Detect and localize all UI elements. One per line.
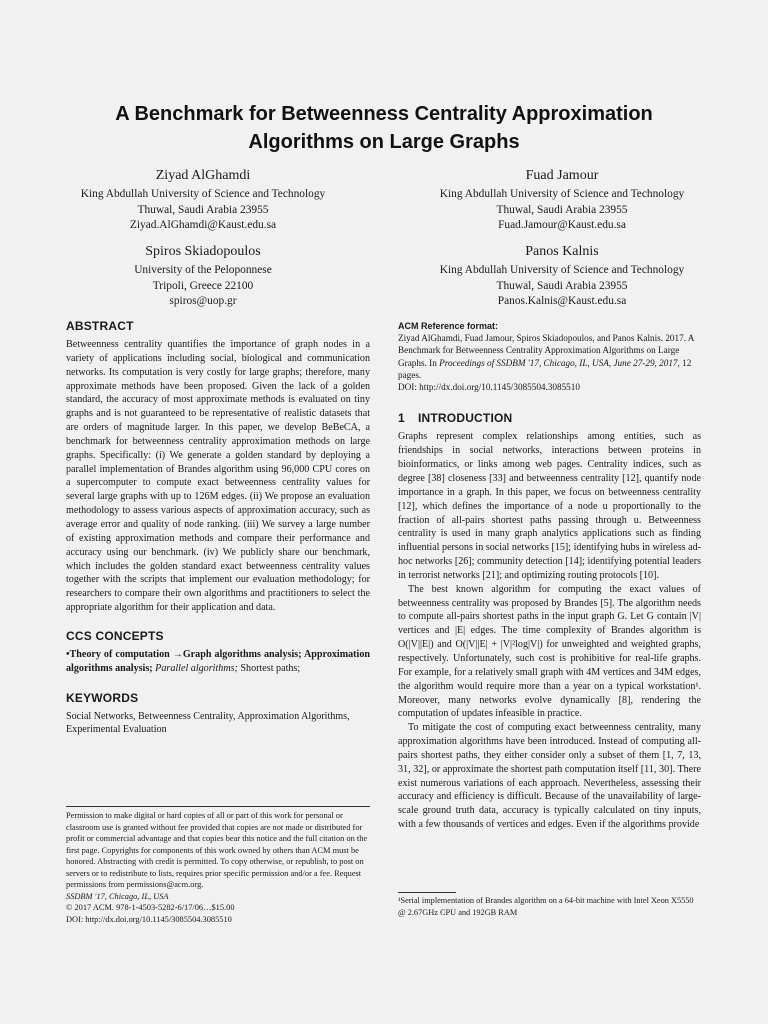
ccs-italic: Parallel algorithms;	[152, 662, 238, 674]
right-column	[398, 320, 701, 832]
author-affiliation: King Abdullah University of Science and Technology	[439, 264, 685, 276]
author-location: Tripoli, Greece 22100	[152, 279, 254, 292]
acm-ref-pages: 12 pages.	[398, 357, 692, 380]
author-block-2	[397, 166, 727, 234]
acm-ref-body	[398, 332, 701, 393]
intro-paragraph-3: To mitigate the cost of computing exact betweenness centrality, many approximation algorithms have been introduced. Instead of computing all-pairs shortest paths, they either consider only a subset of them [1, 7, 13, 31, 32], or approximate the shortest path computation itself [11, 30]. There exist numerous variations of each approach. Nevertheless, assessing their accuracy and efficiency is difficult. Because of the unavailability of large-scale ground truth data, accuracy is typically calculated on tiny inputs, with a few thousands of vertices and edges. Even if the algorithms provide	[398, 722, 701, 831]
intro-paragraph-1: Graphs represent complex relationships among entities, such as friendships in social networks, interactions between proteins in bioinformatics, or links among web pages. Centrality indices, such as degree [38] closeness [33] and betweenness centrality [12], quantify node importance in a graph. In this paper, we focus on betweenness centrality [12], which defines the importance of a node u proportionally to the fraction of all-pairs shortest paths passing through u. Betweenness centrality is used in many graph analytics applications such as finding influential persons in social networks [15]; identifying hubs in wireless ad-hoc networks [26]; community detection [14]; identifying potential leaders in terrorist networks [21]; and optimizing routing protocols [10].	[398, 431, 701, 581]
title-line-2: Algorithms on Large Graphs	[248, 131, 520, 153]
permission-divider	[66, 806, 370, 807]
author-block-4	[397, 242, 727, 310]
intro-heading	[398, 410, 701, 426]
keywords-text: Social Networks, Betweenness Centrality, Approximation Algorithms, Experimental Evaluation	[66, 710, 350, 736]
intro-paragraph-2: The best known algorithm for computing the exact values of betweenness centrality was proposed by Brandes [5]. The algorithm needs to compute all-pairs shortest paths in the input graph G. Let G contain |V| vertices and |E| edges. The time complexity of Brandes algorithm is O(|V||E|) and O(|V||E| + |V|²log|V|) for unweighted and weighted graphs, respectively. Unfortunately, such cost is prohibitive for real-life graphs. For example, for a relatively small graph with 4M vertices and 34M edges, the algorithm would require more than a year on a typical workstation¹. Moreover, many networks evolve dynamically [8], rendering the computation of updates infeasible in practice.	[398, 583, 701, 720]
ccs-heading: CCS CONCEPTS	[66, 628, 164, 643]
abstract-heading: ABSTRACT	[66, 319, 134, 333]
author-affiliation: King Abdullah University of Science and Technology	[439, 188, 685, 200]
section-title: INTRODUCTION	[418, 411, 513, 426]
permission-doi[interactable]: DOI: http://dx.doi.org/10.1145/3085504.3085510	[66, 914, 232, 924]
author-location: Thuwal, Saudi Arabia 23955	[496, 279, 628, 292]
author-block-3	[38, 242, 368, 310]
permission-block	[66, 810, 370, 925]
footnote-divider	[398, 892, 456, 893]
footnote: ¹Serial implementation of Brandes algorithm on a 64-bit machine with Intel Xeon X5550 @ 2.67GHz CPU and 192GB RAM	[398, 896, 694, 917]
author-name: Ziyad AlGhamdi	[155, 168, 251, 183]
author-affiliation: King Abdullah University of Science and Technology	[80, 188, 326, 200]
author-name: Spiros Skiadopoulos	[145, 244, 261, 259]
abstract-text: Betweenness centrality quantifies the importance of graph nodes in a variety of applications including social, biological and communication networks. Its computation is very costly for large graphs; therefore, many approximate methods have been proposed. Given the lack of a golden standard, the accuracy of most approximate methods is evaluated on tiny graphs and is not guaranteed to be representative of realistic datasets that are orders of magnitude larger. In this paper, we develop BeBeCA, a benchmark for betweenness centrality approximation methods on large graphs. Specifically: (i) We generate a golden standard by deploying a parallel implementation of Brandes algorithm using 96,000 CPU cores on a supercomputer to compute exact betweenness centrality values for several large graphs with up to 126M edges. (ii) We propose an evaluation methodology to assess various aspects of approximation accuracy, such as average error and quality of node ranking. (iii) We survey a large number of existing approximation methods and compare their performance and accuracy using our benchmark. (iv) We publicly share our benchmark, which includes the golden standard exact betweenness centrality values together with the scripts that implement our evaluation methodology; for researchers to compare their own algorithms and practitioners to select the appropriate algorithm for their application and data.	[66, 339, 370, 614]
keywords-heading: KEYWORDS	[66, 690, 139, 705]
acm-ref-doi[interactable]: DOI: http://dx.doi.org/10.1145/3085504.3085510	[398, 382, 580, 393]
permission-copyright: © 2017 ACM. 978-1-4503-5282-6/17/06…$15.00	[66, 903, 235, 912]
author-name: Fuad Jamour	[525, 168, 599, 183]
title-line-1: A Benchmark for Betweenness Centrality Approximation	[115, 103, 653, 125]
author-email[interactable]: Fuad.Jamour@Kaust.edu.sa	[498, 219, 626, 231]
author-email[interactable]: spiros@uop.gr	[169, 295, 237, 307]
permission-venue: SSDBM '17, Chicago, IL, USA	[66, 891, 169, 901]
acm-ref-authors: Ziyad AlGhamdi, Fuad Jamour, Spiros Skiadopoulos, and Panos Kalnis. 2017. A Benchmark for Betweenness Centrality Approximation Algorithms on Large Graphs. In	[398, 333, 694, 368]
author-affiliation: University of the Peloponnese	[134, 264, 272, 276]
author-name: Panos Kalnis	[525, 244, 599, 259]
author-email[interactable]: Panos.Kalnis@Kaust.edu.sa	[497, 295, 627, 307]
ccs-text	[66, 648, 370, 676]
left-column	[66, 318, 370, 737]
author-block-1	[38, 166, 368, 234]
author-email[interactable]: Ziyad.AlGhamdi@Kaust.edu.sa	[129, 219, 277, 231]
section-number: 1	[398, 411, 405, 426]
acm-ref-proceedings: Proceedings of SSDBM '17, Chicago, IL, USA, June 27-29, 2017,	[439, 357, 680, 368]
acm-ref-heading: ACM Reference format:	[398, 321, 499, 331]
author-location: Thuwal, Saudi Arabia 23955	[137, 203, 269, 216]
ccs-bold: •Theory of computation →Graph algorithms analysis; Approximation algorithms analysis;	[66, 648, 370, 674]
ccs-rest: Shortest paths;	[237, 662, 301, 674]
author-location: Thuwal, Saudi Arabia 23955	[496, 203, 628, 216]
permission-text: Permission to make digital or hard copies of all or part of this work for personal or classroom use is granted without fee provided that copies are not made or distributed for profit or commercial advantage and that copies bear this notice and the full citation on the first page. Copyrights for components of this work owned by others than ACM must be honored. Abstracting with credit is permitted. To copy otherwise, or republish, to post on servers or to redistribute to lists, requires prior specific permission and/or a fee. Request permissions from permissions@acm.org.	[66, 811, 368, 889]
paper-title	[40, 100, 728, 156]
